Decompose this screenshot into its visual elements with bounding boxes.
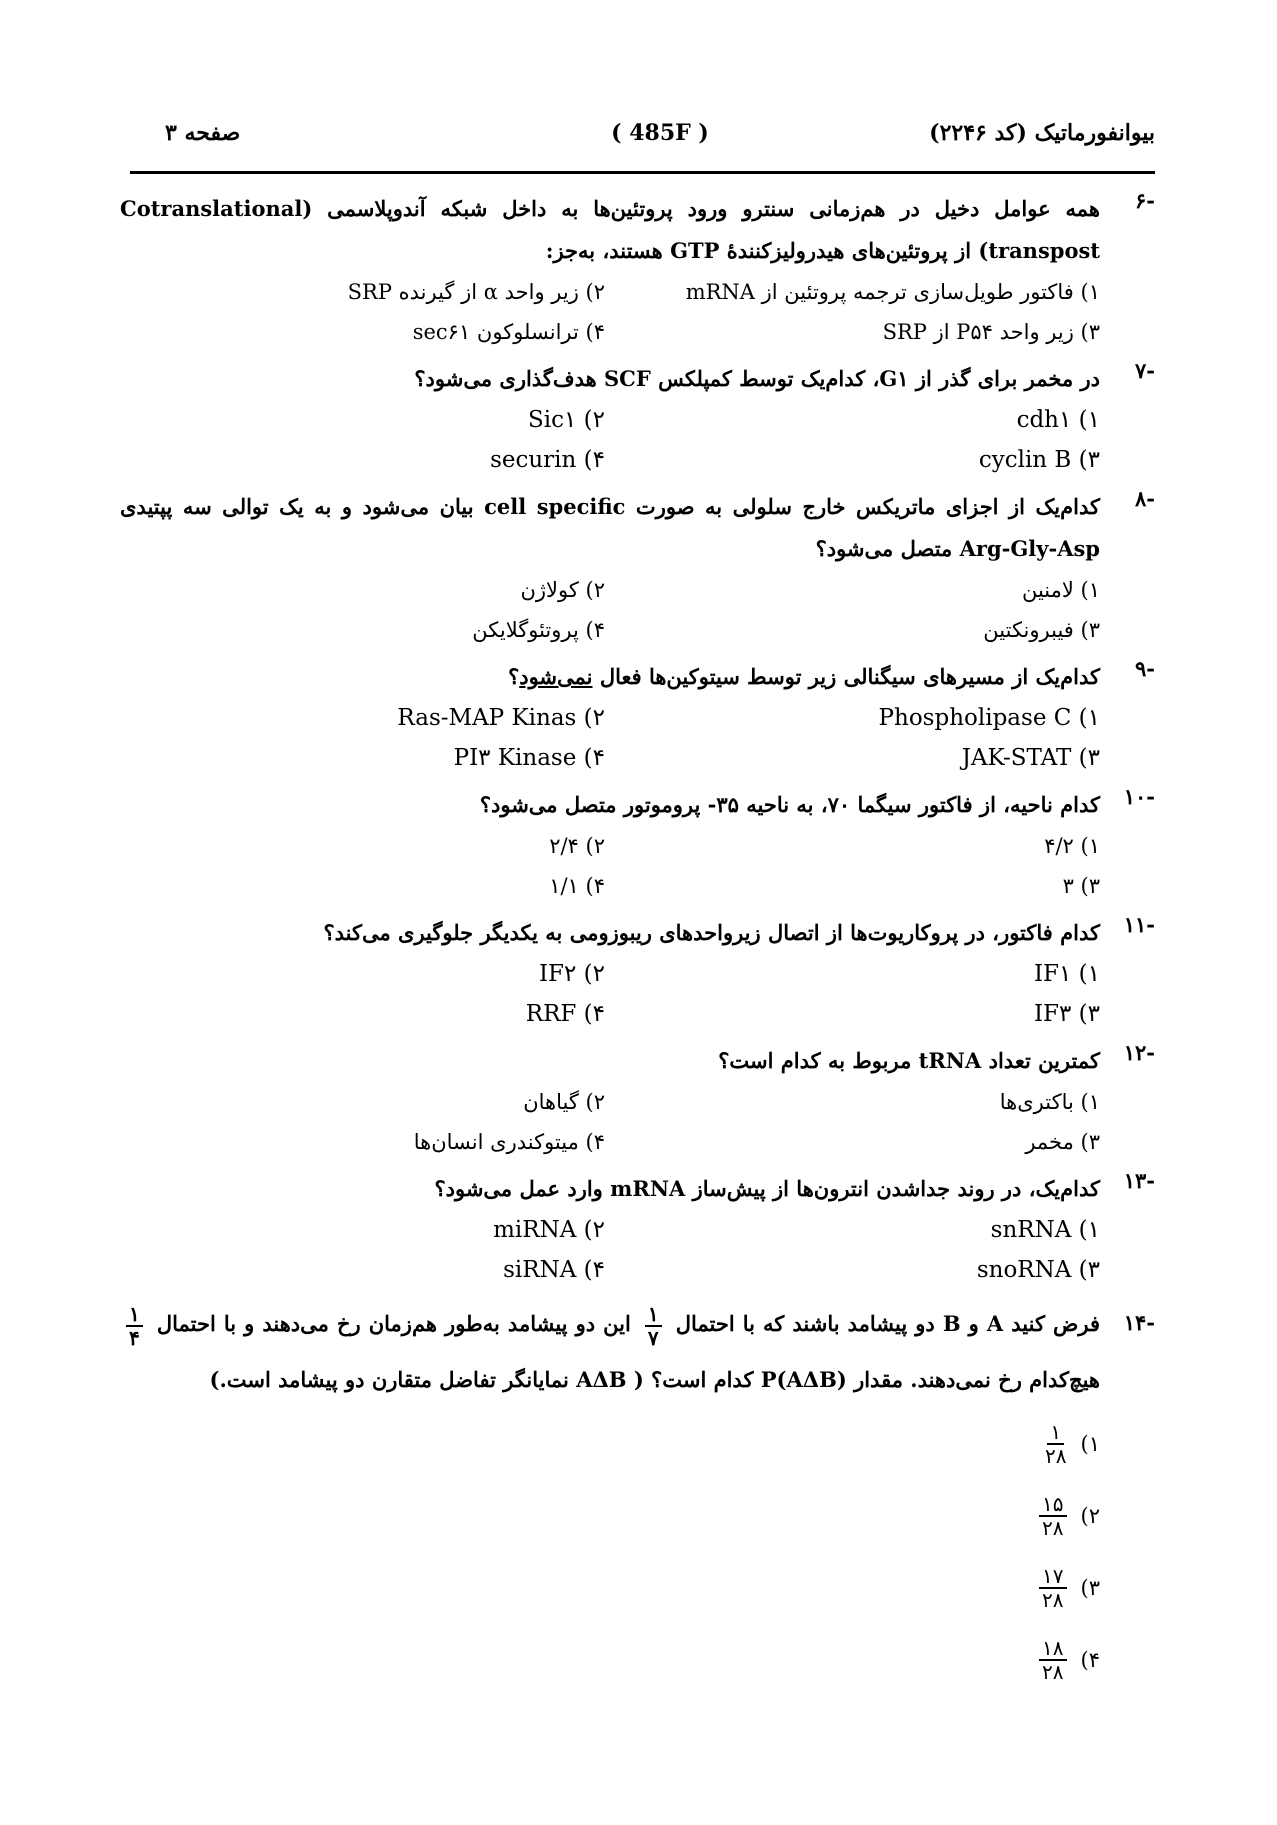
question-number: -۶ — [1135, 188, 1155, 213]
question-number: -۱۴ — [1123, 1310, 1155, 1335]
question-text: در مخمر برای گذر از G۱، کدام‌یک توسط کمپلکس SCF هدف‌گذاری می‌شود؟ — [414, 366, 1100, 391]
fraction-numerator: ۱ — [126, 1303, 143, 1327]
questions-list — [120, 188, 1155, 1702]
question-text-part-2: این دو پیشامد به‌طور هم‌زمان رخ می‌دهند و با احتمال — [156, 1311, 631, 1336]
option-1: ۱) Phospholipase C — [878, 705, 1100, 731]
question-number: -۱۲ — [1123, 1040, 1155, 1065]
options — [120, 1210, 1100, 1290]
option-1: ۱) snRNA — [990, 1217, 1100, 1243]
question-number: -۸ — [1135, 486, 1155, 511]
fraction-denominator: ۷ — [647, 1325, 659, 1350]
question-7 — [120, 358, 1155, 480]
option-1: ۱) ۴/۲ — [1044, 834, 1100, 858]
fraction-denominator: ۲۸ — [1045, 1444, 1067, 1468]
option-3: ۳) IF۳ — [1033, 1001, 1100, 1027]
question-number: -۱۰ — [1123, 784, 1155, 809]
question-10 — [120, 784, 1155, 906]
fraction-numerator: ۱۷ — [1039, 1565, 1066, 1589]
option-2: ۲) miRNA — [493, 1217, 605, 1243]
options — [120, 570, 1100, 650]
question-14 — [120, 1296, 1155, 1696]
option-fraction — [1039, 1565, 1066, 1611]
option-label: ۲) — [1080, 1504, 1100, 1528]
option-1: ۱) لامنین — [1021, 578, 1100, 602]
options — [120, 698, 1100, 778]
options — [120, 400, 1100, 480]
option-4: ۴) RRF — [525, 1001, 605, 1027]
option-fraction — [1039, 1637, 1066, 1683]
question-text-start: کدام‌یک از مسیرهای سیگنالی زیر توسط سیتوکین‌ها فعال — [592, 664, 1100, 689]
question-number: -۹ — [1135, 656, 1155, 681]
fraction-denominator: ۴ — [129, 1325, 140, 1350]
option-label: ۱) — [1080, 1432, 1100, 1456]
fraction-numerator: ۱۸ — [1039, 1637, 1066, 1661]
question-text-part-1: فرض کنید A و B دو پیشامد باشند که با احتمال — [675, 1311, 1101, 1336]
option-1: ۱) باکتری‌ها — [999, 1090, 1100, 1114]
option-2: ۲) کولاژن — [520, 578, 605, 602]
option-3: ۳) snoRNA — [976, 1257, 1100, 1283]
question-6 — [120, 188, 1155, 352]
option-1: ۱) فاکتور طویل‌سازی ترجمه پروتئین از mRNA — [685, 280, 1100, 304]
option-4 — [120, 1624, 1100, 1696]
option-3: ۳) ۳ — [1062, 874, 1100, 898]
question-text: کدام‌یک از اجزای ماتریکس خارج سلولی به صورت cell specific بیان می‌شود و به یک توالی سه پپتیدی Arg-Gly-Asp متصل می‌شود؟ — [120, 494, 1101, 561]
option-3: ۳) فیبرونکتین — [983, 618, 1100, 642]
page-number: صفحه ۳ — [165, 120, 241, 146]
question-mark: ؟ — [508, 664, 520, 689]
option-3: ۳) مخمر — [1025, 1130, 1100, 1154]
option-label: ۳) — [1080, 1576, 1100, 1600]
fraction-numerator: ۱ — [1047, 1421, 1064, 1445]
probability-fraction-1 — [645, 1303, 662, 1349]
options — [120, 954, 1100, 1034]
option-1 — [120, 1408, 1100, 1480]
question-text: کدام ناحیه، از فاکتور سیگما ۷۰، به ناحیه ۳۵- پروموتور متصل می‌شود؟ — [479, 792, 1100, 817]
option-3: ۳) JAK-STAT — [961, 745, 1100, 771]
option-1: ۱) IF۱ — [1033, 961, 1100, 987]
underlined-word: نمی‌شود — [519, 664, 593, 689]
options — [120, 826, 1100, 906]
option-4: ۴) ترانسلوکون sec۶۱ — [412, 320, 605, 344]
question-8 — [120, 486, 1155, 650]
question-text: همه عوامل دخیل در هم‌زمانی سنترو ورود پروتئین‌ها به داخل شبکه آندوپلاسمی (Cotranslational transpost) از پروتئین‌های هیدرولیزکنندهٔ GTP هستند، به‌جز: — [120, 196, 1100, 263]
option-4: ۴) siRNA — [503, 1257, 605, 1283]
question-text-part-3: هیچ‌کدام رخ نمی‌دهند. مقدار P(AΔB) کدام است؟ ( AΔB نمایانگر تفاضل متقارن دو پیشامد است.) — [209, 1367, 1100, 1392]
option-4: ۴) پروتئوگلایکن — [472, 618, 605, 642]
option-2 — [120, 1480, 1100, 1552]
fraction-denominator: ۲۸ — [1042, 1588, 1064, 1612]
question-text — [120, 1296, 1100, 1408]
question-13 — [120, 1168, 1155, 1290]
question-text: کدام‌یک، در روند جداشدن انترون‌ها از پیش‌ساز mRNA وارد عمل می‌شود؟ — [434, 1176, 1100, 1201]
option-4: ۴) ۱/۱ — [549, 874, 605, 898]
options — [120, 272, 1100, 352]
option-1: ۱) cdh۱ — [1016, 407, 1100, 433]
option-3 — [120, 1552, 1100, 1624]
option-2: ۲) ۲/۴ — [549, 834, 605, 858]
options — [120, 1082, 1100, 1162]
header-divider — [130, 171, 1155, 174]
option-2: ۲) Ras-MAP Kinas — [397, 705, 605, 731]
option-3: ۳) زیر واحد P۵۴ از SRP — [882, 320, 1100, 344]
fraction-numerator: ۱ — [645, 1303, 662, 1327]
question-text: کدام فاکتور، در پروکاریوت‌ها از اتصال زیرواحدهای ریبوزومی به یکدیگر جلوگیری می‌کند؟ — [323, 920, 1100, 945]
question-number: -۱۳ — [1123, 1168, 1155, 1193]
option-4: ۴) securin — [490, 447, 605, 473]
option-fraction — [1045, 1421, 1066, 1467]
option-fraction — [1039, 1493, 1066, 1539]
exam-title: بیوانفورماتیک (کد ۲۲۴۶) — [929, 120, 1155, 146]
option-2: ۲) گیاهان — [523, 1090, 605, 1114]
option-2: ۲) IF۲ — [538, 961, 605, 987]
option-label: ۴) — [1080, 1648, 1100, 1672]
fraction-denominator: ۲۸ — [1042, 1516, 1064, 1540]
option-2: ۲) زیر واحد α از گیرنده SRP — [347, 280, 605, 304]
question-number: -۷ — [1135, 358, 1155, 383]
page-header — [165, 120, 1155, 160]
options — [120, 1408, 1100, 1696]
option-4: ۴) PI۳ Kinase — [453, 745, 605, 771]
question-12 — [120, 1040, 1155, 1162]
question-text — [120, 656, 1100, 698]
option-4: ۴) میتوکندری انسان‌ها — [413, 1130, 605, 1154]
probability-fraction-2 — [126, 1303, 143, 1349]
question-9 — [120, 656, 1155, 778]
question-text: کمترین تعداد tRNA مربوط به کدام است؟ — [718, 1048, 1100, 1073]
fraction-denominator: ۲۸ — [1042, 1660, 1064, 1684]
option-2: ۲) Sic۱ — [527, 407, 605, 433]
fraction-numerator: ۱۵ — [1039, 1493, 1066, 1517]
question-11 — [120, 912, 1155, 1034]
exam-code: ( 485F ) — [611, 120, 709, 146]
option-3: ۳) cyclin B — [978, 447, 1100, 473]
question-number: -۱۱ — [1123, 912, 1155, 937]
